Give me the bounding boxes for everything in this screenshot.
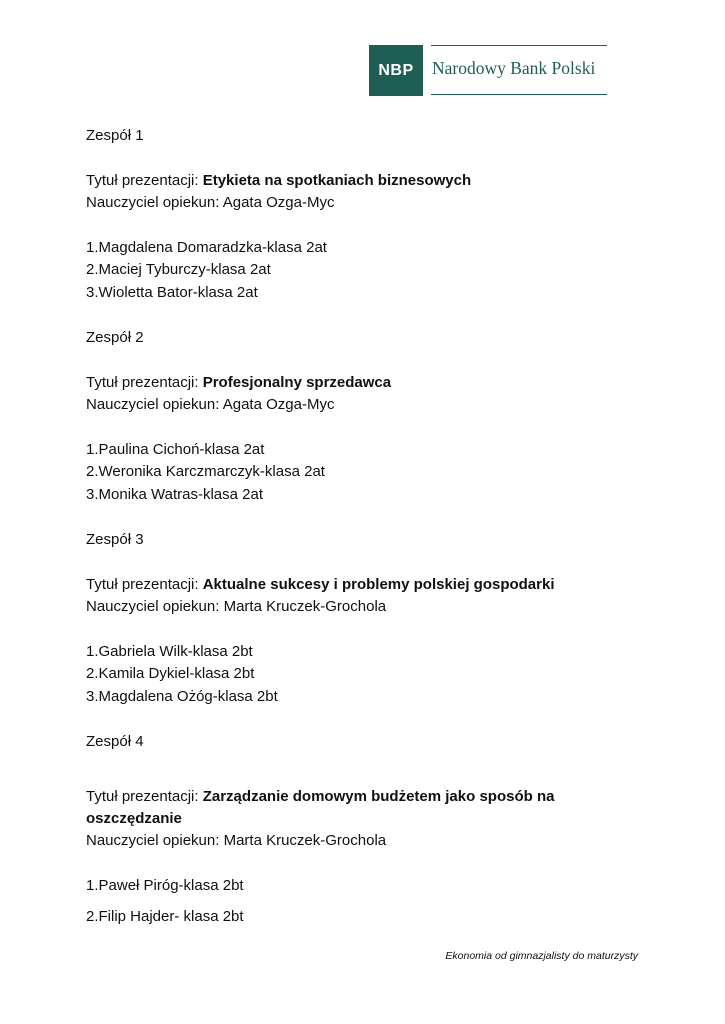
team-1-teacher: Nauczyciel opiekun: Agata Ozga-Myc [86, 194, 335, 211]
logo-rule-top [431, 45, 607, 46]
team-1-member: 1.Magdalena Domaradzka-klasa 2at [86, 239, 327, 256]
team-1-title-line [86, 171, 471, 191]
logo-rule-bottom [431, 94, 607, 95]
team-2-member: 2.Weronika Karczmarczyk-klasa 2at [86, 463, 325, 480]
team-1-member: 3.Wioletta Bator-klasa 2at [86, 284, 258, 301]
presentation-title: Etykieta na spotkaniach biznesowych [202, 172, 472, 189]
presentation-title: Aktualne sukcesy i problemy polskiej gospodarki [202, 576, 555, 593]
nbp-logo [369, 45, 607, 96]
team-2-heading: Zespół 2 [86, 329, 144, 346]
presentation-title: Profesjonalny sprzedawca [202, 374, 392, 391]
title-label: Tytuł prezentacji: [86, 576, 203, 593]
team-4-heading: Zespół 4 [86, 733, 144, 750]
team-4-teacher: Nauczyciel opiekun: Marta Kruczek-Grochola [86, 832, 387, 849]
logo-bank-name: Narodowy Bank Polski [432, 58, 596, 78]
title-label: Tytuł prezentacji: [86, 374, 203, 391]
title-label: Tytuł prezentacji: [86, 788, 203, 805]
team-4-member: 2.Filip Hajder- klasa 2bt [86, 908, 244, 925]
nbp-logo-mark: NBP [369, 45, 423, 96]
team-2-member: 3.Monika Watras-klasa 2at [86, 486, 264, 503]
presentation-title-cont: oszczędzanie [86, 810, 182, 827]
team-2-member: 1.Paulina Cichoń-klasa 2at [86, 441, 265, 458]
page-footer: Ekonomia od gimnazjalisty do maturzysty [445, 950, 638, 962]
team-1-member: 2.Maciej Tyburczy-klasa 2at [86, 261, 271, 278]
team-2-title-line [86, 373, 391, 393]
team-3-member: 2.Kamila Dykiel-klasa 2bt [86, 665, 255, 682]
team-1-heading: Zespół 1 [86, 127, 144, 144]
team-3-title-line [86, 575, 555, 595]
team-4-title-line [86, 787, 554, 807]
team-3-teacher: Nauczyciel opiekun: Marta Kruczek-Grochola [86, 598, 387, 615]
team-3-heading: Zespół 3 [86, 531, 144, 548]
presentation-title: Zarządzanie domowym budżetem jako sposób na [202, 788, 555, 805]
team-4-title-continuation [86, 809, 182, 829]
team-3-member: 1.Gabriela Wilk-klasa 2bt [86, 643, 253, 660]
team-3-member: 3.Magdalena Ożóg-klasa 2bt [86, 688, 278, 705]
title-label: Tytuł prezentacji: [86, 172, 203, 189]
team-2-teacher: Nauczyciel opiekun: Agata Ozga-Myc [86, 396, 335, 413]
team-4-member: 1.Paweł Piróg-klasa 2bt [86, 877, 244, 894]
